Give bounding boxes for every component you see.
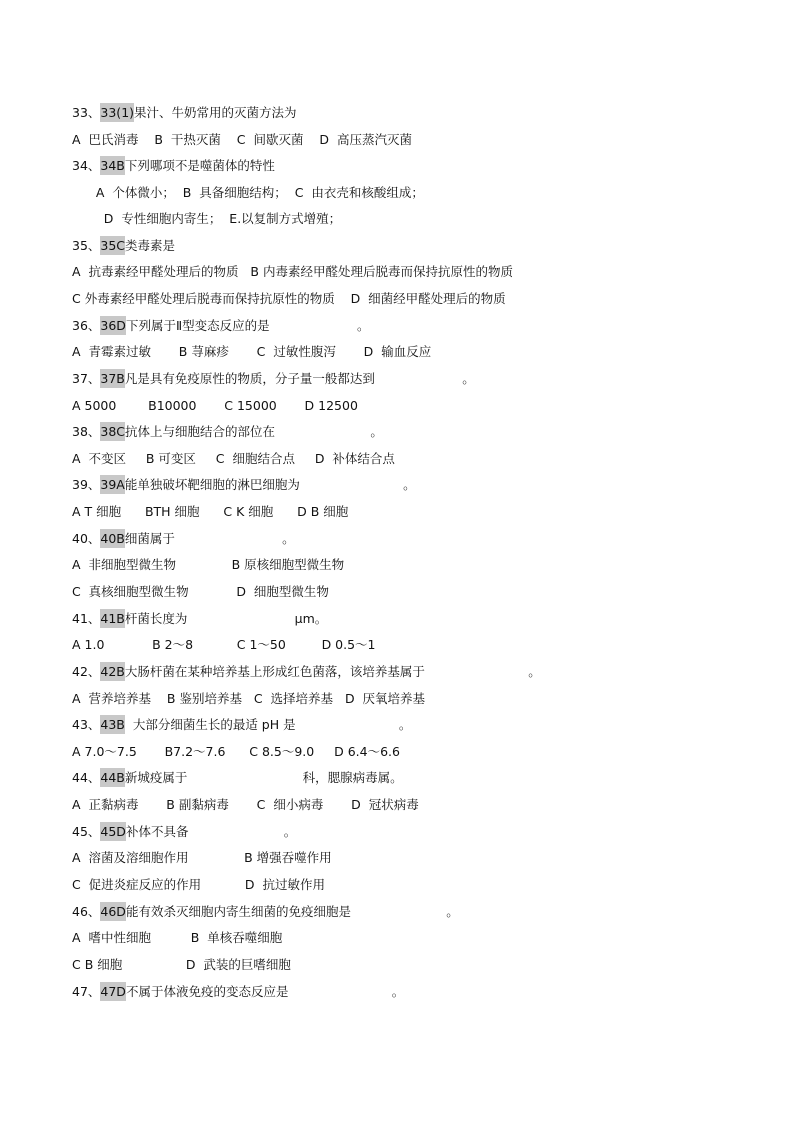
answer-tag: 38C xyxy=(100,424,126,439)
question-42 xyxy=(72,663,541,681)
question-number: 41、 xyxy=(72,611,101,626)
question-number: 45、 xyxy=(72,824,101,839)
question-33 xyxy=(72,104,297,122)
question-text: 下列哪项不是噬菌体的特性 xyxy=(124,158,275,173)
options-line: A 非细胞型微生物 B 原核细胞型微生物 xyxy=(72,557,345,572)
answer-tag: 43B xyxy=(100,717,125,732)
question-text: 类毒素是 xyxy=(125,238,176,253)
question-text: 杆菌长度为 μm。 xyxy=(124,611,328,626)
options-line: C 外毒素经甲醛处理后脱毒而保持抗原性的物质 D 细菌经甲醛处理后的物质 xyxy=(72,291,506,306)
question-text: 大肠杆菌在某种培养基上形成红色菌落，该培养基属于 。 xyxy=(124,664,541,679)
question-number: 40、 xyxy=(72,531,101,546)
options-line: D 专性细胞内寄生； E.以复制方式增殖； xyxy=(72,211,342,226)
answer-tag: 40B xyxy=(100,531,125,546)
question-text: 能有效杀灭细胞内寄生细菌的免疫细胞是 。 xyxy=(125,904,459,919)
question-number: 36、 xyxy=(72,318,101,333)
options-line: A 抗毒素经甲醛处理后的物质 B 内毒素经甲醛处理后脱毒而保持抗原性的物质 xyxy=(72,264,513,279)
question-text: 大部分细菌生长的最适 pH 是 。 xyxy=(124,717,412,732)
question-number: 33、 xyxy=(72,105,101,120)
question-46 xyxy=(72,903,459,921)
question-number: 43、 xyxy=(72,717,101,732)
question-number: 44、 xyxy=(72,770,101,785)
answer-tag: 46D xyxy=(100,904,126,919)
question-text: 果汁、牛奶常用的灭菌方法为 xyxy=(134,105,297,120)
question-43 xyxy=(72,716,411,734)
question-44 xyxy=(72,769,403,787)
question-text: 不属于体液免疫的变态反应是 。 xyxy=(125,984,405,999)
question-text: 凡是具有免疫原性的物质，分子量一般都达到 。 xyxy=(124,371,475,386)
options-line: C 真核细胞型微生物 D 细胞型微生物 xyxy=(72,584,329,599)
question-text: 补体不具备 。 xyxy=(125,824,297,839)
options-line: A 不变区 B 可变区 C 细胞结合点 D 补体结合点 xyxy=(72,451,395,466)
question-text: 抗体上与细胞结合的部位在 。 xyxy=(125,424,383,439)
answer-tag: 37B xyxy=(100,371,125,386)
answer-tag: 42B xyxy=(100,664,125,679)
question-number: 34、 xyxy=(72,158,101,173)
options-line: A 5000 B10000 C 15000 D 12500 xyxy=(72,398,358,413)
question-text: 能单独破坏靶细胞的淋巴细胞为 。 xyxy=(124,477,416,492)
question-number: 39、 xyxy=(72,477,101,492)
options-line: A 营养培养基 B 鉴别培养基 C 选择培养基 D 厌氧培养基 xyxy=(72,691,426,706)
options-line: A 嗜中性细胞 B 单核吞噬细胞 xyxy=(72,930,283,945)
answer-tag: 34B xyxy=(100,158,125,173)
answer-tag: 44B xyxy=(100,770,125,785)
options-line: A 1.0 B 2～8 C 1～50 D 0.5～1 xyxy=(72,637,376,652)
answer-tag: 39A xyxy=(100,477,125,492)
question-34 xyxy=(72,157,275,175)
question-number: 38、 xyxy=(72,424,101,439)
answer-tag: 41B xyxy=(100,611,125,626)
options-line: A T 细胞 BTH 细胞 C K 细胞 D B 细胞 xyxy=(72,504,349,519)
options-line: C 促进炎症反应的作用 D 抗过敏作用 xyxy=(72,877,325,892)
question-text: 细菌属于 。 xyxy=(124,531,295,546)
question-number: 46、 xyxy=(72,904,101,919)
question-36 xyxy=(72,317,370,335)
question-35 xyxy=(72,237,175,255)
question-37 xyxy=(72,370,475,388)
question-text: 下列属于Ⅱ型变态反应的是 。 xyxy=(125,318,370,333)
answer-tag: 35C xyxy=(100,238,126,253)
question-47 xyxy=(72,983,404,1001)
question-number: 42、 xyxy=(72,664,101,679)
options-line: A 青霉素过敏 B 荨麻疹 C 过敏性腹泻 D 输血反应 xyxy=(72,344,432,359)
options-line: C B 细胞 D 武装的巨嗜细胞 xyxy=(72,957,291,972)
question-38 xyxy=(72,423,383,441)
options-line: A 巴氏消毒 B 干热灭菌 C 间歇灭菌 D 高压蒸汽灭菌 xyxy=(72,132,412,147)
question-41 xyxy=(72,610,327,628)
answer-tag: 45D xyxy=(100,824,126,839)
options-line: A 溶菌及溶细胞作用 B 增强吞噬作用 xyxy=(72,850,332,865)
question-number: 35、 xyxy=(72,238,101,253)
question-text: 新城疫属于 科，腮腺病毒属。 xyxy=(124,770,403,785)
question-40 xyxy=(72,530,295,548)
answer-tag: 47D xyxy=(100,984,126,999)
answer-tag: 33(1) xyxy=(100,105,135,120)
options-line: A 正黏病毒 B 副黏病毒 C 细小病毒 D 冠状病毒 xyxy=(72,797,419,812)
question-45 xyxy=(72,823,296,841)
options-line: A 7.0～7.5 B7.2～7.6 C 8.5～9.0 D 6.4～6.6 xyxy=(72,744,400,759)
question-number: 37、 xyxy=(72,371,101,386)
question-number: 47、 xyxy=(72,984,101,999)
question-39 xyxy=(72,476,416,494)
options-line: A 个体微小； B 具备细胞结构； C 由衣壳和核酸组成； xyxy=(72,185,424,200)
answer-tag: 36D xyxy=(100,318,126,333)
